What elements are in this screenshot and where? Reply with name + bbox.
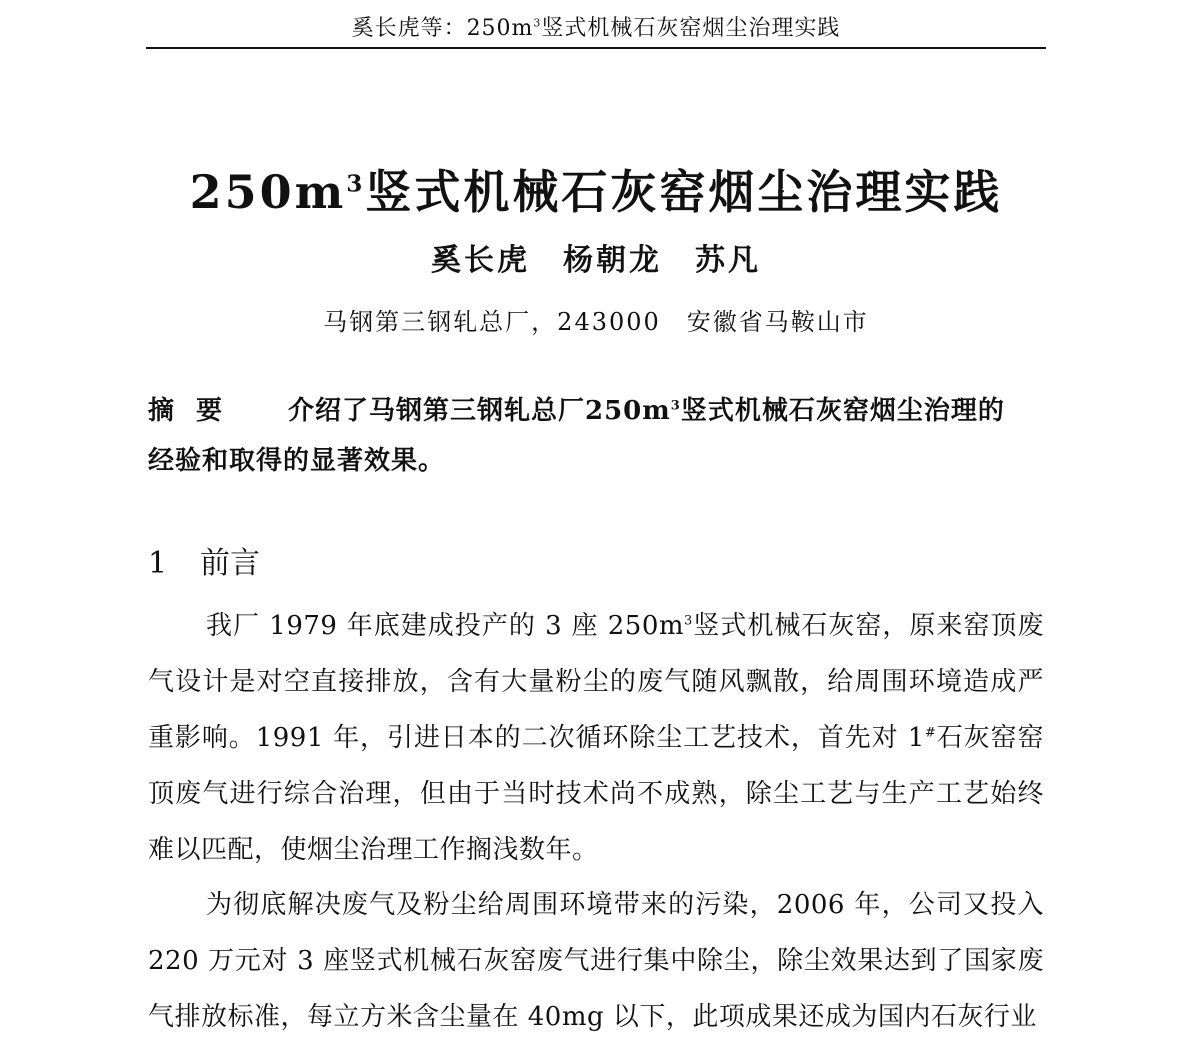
running-header-prefix: 奚长虎等：250m xyxy=(351,16,534,41)
running-header-superscript: 3 xyxy=(533,16,542,30)
abstract-text-after: 竖式机械石灰窑烟尘治理的经验和取得的显著效果。 xyxy=(148,396,1005,476)
section-number: 1 xyxy=(148,546,168,581)
affiliation: 马钢第三钢轧总厂，243000 安徽省马鞍山市 xyxy=(323,308,869,336)
paragraph-1 xyxy=(148,598,1044,878)
page-title xyxy=(148,160,1044,224)
authors: 奚长虎 杨朝龙 苏凡 xyxy=(431,243,761,278)
header-rule xyxy=(146,47,1046,49)
abstract-superscript: 3 xyxy=(670,398,681,414)
running-header-suffix: 竖式机械石灰窑烟尘治理实践 xyxy=(541,16,841,41)
abstract xyxy=(148,386,1028,486)
title-suffix: 竖式机械石灰窑烟尘治理实践 xyxy=(365,165,1003,219)
section-title: 前言 xyxy=(200,546,260,581)
running-header xyxy=(148,14,1044,44)
paragraph-2: 为彻底解决废气及粉尘给周围环境带来的污染，2006 年，公司又投入 220 万元对 3 座竖式机械石灰窑废气进行集中除尘，除尘效果达到了国家废气排放标准，每立方米含尘量在 40mg 以下，此项成果还成为国内石灰行业 xyxy=(148,890,1044,1032)
paragraph-1-after: 石灰窑窑顶废气进行综合治理，但由于当时技术尚不成熟，除尘工艺与生产工艺始终难以匹配，使烟尘治理工作搁浅数年。 xyxy=(148,723,1044,865)
abstract-label: 摘要 xyxy=(148,396,245,426)
paragraph-1-middle: 竖式机械石灰窑，原来窑顶废气设计是对空直接排放，含有大量粉尘的废气随风飘散，给周围环境造成严重影响。1991 年，引进日本的二次循环除尘工艺技术，首先对 1 xyxy=(148,611,1044,753)
title-prefix: 250m xyxy=(189,165,347,219)
paragraph-1-before: 我厂 1979 年底建成投产的 3 座 250m xyxy=(206,611,685,641)
paragraph-1-number-mark: # xyxy=(924,725,937,741)
abstract-text-before: 介绍了马钢第三钢轧总厂250m xyxy=(288,396,671,426)
section-heading xyxy=(148,541,260,587)
paragraph-1-superscript: 3 xyxy=(684,613,693,629)
title-superscript: 3 xyxy=(346,170,366,198)
